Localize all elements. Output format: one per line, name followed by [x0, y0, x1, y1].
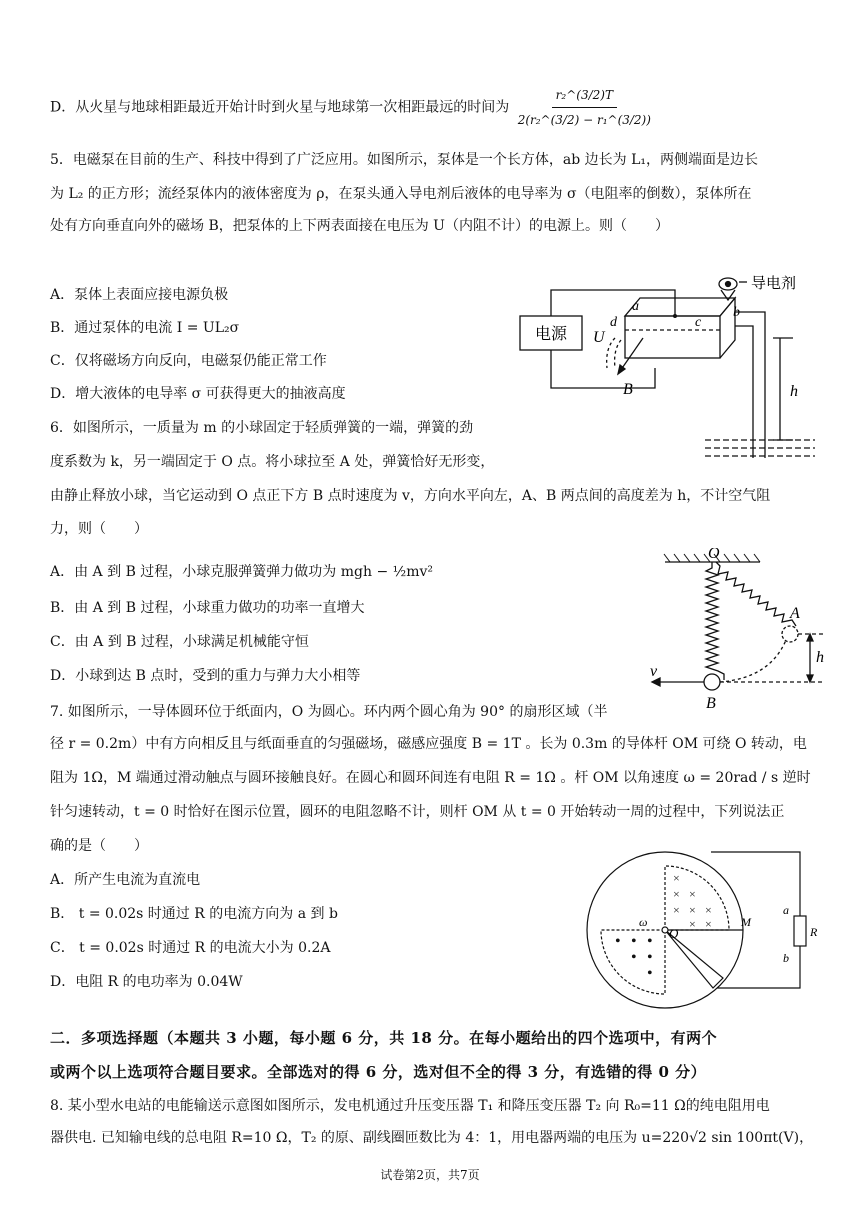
fig7-omega: ω: [639, 915, 648, 929]
cross-mark: ×: [673, 871, 680, 885]
fig-a: a: [632, 299, 639, 314]
q5-pump-figure: [515, 268, 825, 468]
fig-agent-label: 导电剂: [751, 276, 797, 292]
dot-mark: •: [631, 949, 637, 966]
fig7-b: b: [783, 951, 789, 965]
page-footer: 试卷第2页，共7页: [380, 1168, 480, 1182]
q6-stem-line3: 由静止释放小球，当它运动到 O 点正下方 B 点时速度为 v，方向水平向左，A、B 两点间的高度差为 h，不计空气阻: [50, 488, 771, 504]
fig-u: U: [593, 329, 605, 346]
fig7-o: O: [669, 926, 679, 941]
fig-h: h: [790, 383, 798, 400]
dot-mark: •: [615, 933, 621, 950]
fig7-r: R: [810, 925, 818, 939]
cross-mark: ×: [689, 903, 696, 917]
fig7-m: M: [741, 915, 751, 929]
q6-option-d: D．小球到达 B 点时，受到的重力与弹力大小相等: [50, 668, 361, 684]
q8-stem-line2: 器供电. 已知输电线的总电阻 R=10 Ω，T₂ 的原、副线圈匝数比为 4：1，用电器两端的电压为 u=220√2 sin 100πt(V)，: [50, 1130, 814, 1146]
q5-stem-line3: 处有方向垂直向外的磁场 B，把泵体的上下两表面接在电压为 U（内阻不计）的电源上。则（ ）: [50, 218, 669, 234]
q8-stem-line1: 8. 某小型水电站的电能输送示意图如图所示，发电机通过升压变压器 T₁ 和降压变压器 T₂ 向 R₀=11 Ω的纯电阻用电: [50, 1098, 770, 1114]
fig-d: d: [610, 315, 617, 330]
q5-stem-line1: 5．电磁泵在目前的生产、科技中得到了广泛应用。如图所示，泵体是一个长方体，ab 边长为 L₁，两侧端面是边长: [50, 152, 759, 168]
q5-option-d: D．增大液体的电导率 σ 可获得更大的抽液高度: [50, 386, 346, 402]
q6-option-b: B．由 A 到 B 过程，小球重力做功的功率一直增大: [50, 600, 365, 616]
dot-mark: •: [631, 933, 637, 950]
q7-stem-line3: 阻为 1Ω，M 端通过滑动触点与圆环接触良好。在圆心和圆环间连有电阻 R = 1Ω 。杆 OM 以角速度 ω = 20rad / s 逆时: [50, 770, 811, 786]
q6-option-a: A．由 A 到 B 过程，小球克服弹簧弹力做功为 mgh − ½mv²: [50, 564, 434, 580]
q4-option-d-fraction: [514, 85, 655, 130]
cross-mark: ×: [673, 887, 680, 901]
cross-mark: ×: [705, 917, 712, 931]
dot-mark: •: [647, 933, 653, 950]
q6-stem-line2: 度系数为 k，另一端固定于 O 点。将小球拉至 A 处，弹簧恰好无形变，: [50, 454, 495, 470]
cross-mark: ×: [673, 903, 680, 917]
fig-b: b: [733, 305, 740, 320]
cross-mark: ×: [689, 917, 696, 931]
q7-option-c: C． t = 0.02s 时通过 R 的电流大小为 0.2A: [50, 940, 331, 956]
q4-fraction-denominator: 2(r₂^(3/2) − r₁^(3/2)): [517, 113, 651, 127]
q7-stem-line5: 确的是（ ）: [50, 838, 148, 854]
fig6-o: O: [708, 548, 720, 562]
q5-stem-line2: 为 L₂ 的正方形；流经泵体内的液体密度为 ρ，在泵头通入导电剂后液体的电导率为 σ（电阻率的倒数），泵体所在: [50, 186, 752, 202]
fig6-a: A: [790, 605, 800, 622]
q7-stem-line2: 径 r = 0.2m）中有方向相反且与纸面垂直的匀强磁场，磁感应强度 B = 1T 。长为 0.3m 的导体杆 OM 可绕 O 转动，电: [50, 736, 807, 752]
q7-option-d: D．电阻 R 的电功率为 0.04W: [50, 974, 243, 990]
q4-option-d: [50, 85, 655, 130]
fig6-v: v: [650, 663, 658, 680]
q7-option-a: A．所产生电流为直流电: [50, 872, 201, 888]
fig6-b: B: [706, 695, 716, 712]
cross-mark: ×: [705, 903, 712, 917]
q6-option-c: C．由 A 到 B 过程，小球满足机械能守恒: [50, 634, 309, 650]
q5-option-b: B．通过泵体的电流 I = UL₂σ: [50, 320, 240, 336]
q4-option-d-text: D．从火星与地球相距最近开始计时到火星与地球第一次相距最远的时间为: [50, 99, 510, 116]
q6-stem-line1: 6．如图所示，一质量为 m 的小球固定于轻质弹簧的一端，弹簧的劲: [50, 420, 474, 436]
q7-ring-figure: [575, 848, 825, 1013]
section2-heading-line2: 或两个以上选项符合题目要求。全部选对的得 6 分，选对但不全的得 3 分，有选错的得 0 分）: [50, 1063, 707, 1081]
q7-option-b: B． t = 0.02s 时通过 R 的电流方向为 a 到 b: [50, 906, 338, 922]
fig-b-field: B: [623, 381, 633, 398]
q7-stem-line4: 针匀速转动，t = 0 时恰好在图示位置，圆环的电阻忽略不计，则杆 OM 从 t = 0 开始转动一周的过程中，下列说法正: [50, 804, 785, 820]
q6-spring-figure: [640, 548, 830, 713]
section2-heading-line1: 二．多项选择题（本题共 3 小题，每小题 6 分，共 18 分。在每小题给出的四个选项中，有两个: [50, 1029, 718, 1047]
q5-option-c: C．仅将磁场方向反向，电磁泵仍能正常工作: [50, 353, 327, 369]
q4-fraction-numerator: r₂^(3/2)T: [552, 85, 617, 108]
q6-stem-line4: 力，则（ ）: [50, 521, 148, 537]
fig7-a: a: [783, 903, 789, 917]
fig-power-label: 电源: [534, 326, 568, 343]
cross-mark: ×: [689, 887, 696, 901]
q7-stem-line1: 7. 如图所示，一导体圆环位于纸面内，O 为圆心。环内两个圆心角为 90° 的扇形区域（半: [50, 704, 608, 720]
q5-option-a: A．泵体上表面应接电源负极: [50, 287, 229, 303]
fig6-h: h: [816, 649, 824, 666]
fig-c: c: [695, 315, 702, 330]
dot-mark: •: [647, 965, 653, 982]
dot-mark: •: [647, 949, 653, 966]
